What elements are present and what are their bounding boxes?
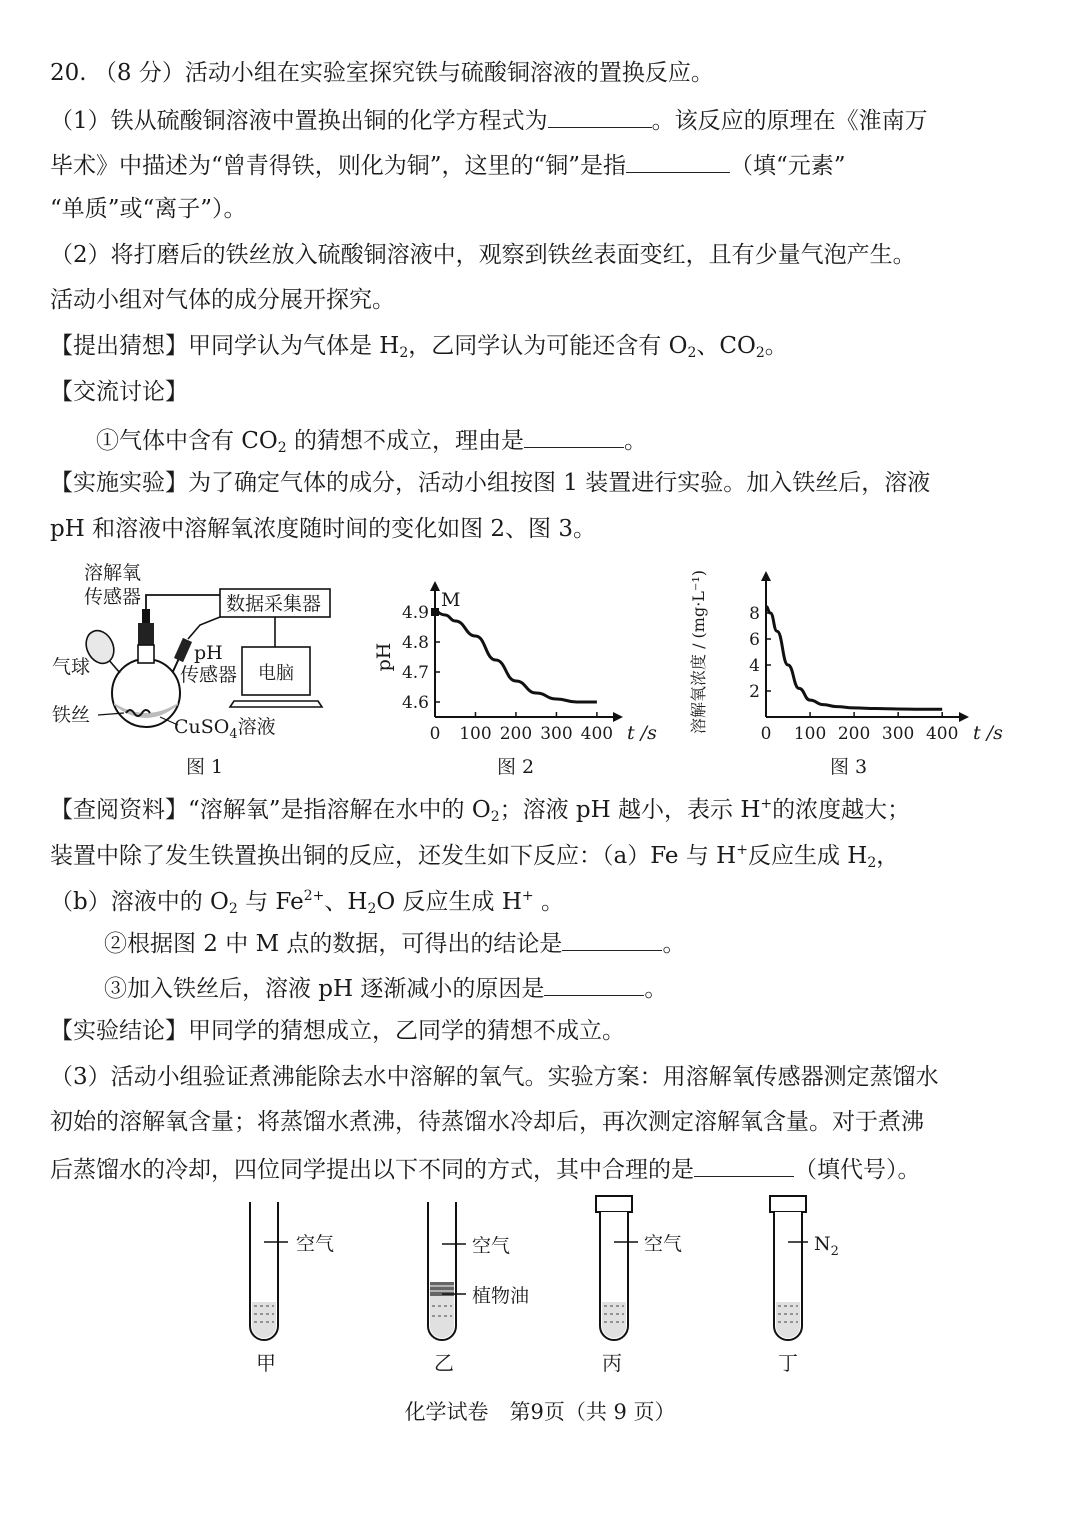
tube-yi-water [430,1296,454,1338]
question-header: 20. （8 分）活动小组在实验室探究铁与硫酸铜溶液的置换反应。 [50,60,714,86]
x-tick-label: 100 [459,724,492,744]
x-tick-label: 400 [580,724,614,744]
tube-bing-label: 丙 [602,1351,622,1375]
tube-bing-water [602,1302,626,1338]
answer-blank-ph-reason[interactable] [544,971,644,996]
x-tick-label: 300 [540,724,573,744]
reference-line3: （b）溶液中的 $O_2$ 与 $Fe^{2+}$、$H_2O$ 反应生成 H+ 。 [50,888,564,917]
test-tubes-figure [230,1190,870,1380]
x-tick-label: 0 [760,724,772,744]
x-axis-label: t /s [627,722,657,744]
ph-sensor-body [174,638,192,662]
label-collector: 数据采集器 [226,593,322,615]
figure2-caption: 图 2 [497,756,535,778]
answer-blank-cooling-method[interactable] [694,1152,794,1177]
point-label-M: M [441,589,461,611]
tube-ding-water [776,1302,800,1338]
tube-bing [596,1196,682,1375]
point-marker-M [431,608,439,616]
part3-line1: （3）活动小组验证煮沸能除去水中溶解的氧气。实验方案：用溶解氧传感器测定蒸馏水 [50,1064,939,1090]
tube-jia [250,1202,334,1375]
label-ph: pH [194,642,223,664]
part2-line2: 活动小组对气体的成分展开探究。 [50,287,395,313]
experiment-line2: pH 和溶液中溶解氧浓度随时间的变化如图 2、图 3。 [50,516,596,542]
y-tick-label: 4.8 [401,633,429,653]
y-tick-label: 8 [749,604,760,624]
part2-line1: （2）将打磨后的铁丝放入硫酸铜溶液中，观察到铁丝表面变红，且有少量气泡产生。 [50,242,916,268]
part1-line2: 毕术》中描述为“曾青得铁，则化为铜”，这里的“铜”是指 （填“元素” [50,148,846,181]
tube-ding-stopper [770,1196,806,1212]
label-do-sensor-1: 溶解氧 [84,562,142,584]
tube-jia-label: 甲 [256,1351,276,1375]
answer-blank-copper-form[interactable] [626,148,730,173]
label-do-sensor-2: 传感器 [84,586,142,608]
figure3-caption: 图 3 [830,756,868,778]
x-tick-label: 0 [429,724,441,744]
hypothesis-line: 【提出猜想】甲同学认为气体是 $H_2$，乙同学认为可能还含有 $O_2$、$CO_2$。 [50,333,788,361]
y-tick-label: 6 [749,630,760,650]
x-axis-arrow [613,712,623,722]
x-axis-arrow [959,712,969,722]
tube-ding-label: 丁 [778,1351,798,1375]
part3-line3: 后蒸馏水的冷却，四位同学提出以下不同的方式，其中合理的是 （填代号）。 [50,1152,921,1185]
tube-yi-gas: 空气 [472,1235,511,1257]
part1-line3: “单质”或“离子”）。 [50,196,247,222]
part3-line2: 初始的溶解氧含量；将蒸馏水煮沸，待蒸馏水冷却后，再次测定溶解氧含量。对于煮沸 [50,1109,924,1135]
y-tick-label: 2 [749,682,760,702]
tube-yi [428,1202,529,1375]
y-tick-label: 4.6 [401,693,429,713]
subquestion-1: ①气体中含有 $CO_2$ 的猜想不成立，理由是 。 [96,423,647,463]
tube-bing-gas: 空气 [644,1233,683,1255]
tube-yi-label: 乙 [434,1351,454,1375]
part1-line1: （1）铁从硫酸铜溶液中置换出铜的化学方程式为 。该反应的原理在《淮南万 [50,103,928,136]
tube-yi-oil-label: 植物油 [472,1285,530,1307]
discussion-heading: 【交流讨论】 [50,379,188,405]
computer-base [230,701,322,707]
ph-sensor-cable [188,617,220,639]
y-tick-label: 4.7 [401,663,429,683]
figure1-caption: 图 1 [186,756,224,778]
reference-line1: 【查阅资料】“溶解氧”是指溶解在水中的 $O_2$；溶液 pH 越小，表示 H+的浓度越大； [50,796,911,825]
tube-ding-gas: $N_2$ [814,1233,839,1259]
do-sensor-body [138,623,154,645]
figure2-ph-chart [360,562,680,752]
subquestion-3: ③加入铁丝后，溶液 pH 逐渐减小的原因是 。 [104,971,667,1004]
flask-neck [138,645,154,663]
x-tick-label: 400 [925,724,959,744]
question-number: 20. [50,60,87,86]
figure3-dissolved-oxygen-chart [682,562,1027,752]
reference-line2: 装置中除了发生铁置换出铜的反应，还发生如下反应：（a）Fe 与 H+反应生成 $H_2$， [50,842,900,871]
y-axis-label: 溶解氧浓度 / (mg·L⁻¹) [689,569,708,735]
tube-bing-stopper [596,1196,632,1212]
do-sensor-cap [142,609,150,623]
answer-blank-equation[interactable] [548,103,652,128]
label-solution: CuSO$_4$溶液 [174,716,276,742]
x-tick-label: 100 [793,724,827,744]
label-ph-sensor: 传感器 [180,664,238,686]
y-axis-arrow [761,571,771,581]
label-iron-wire: 铁丝 [52,704,91,726]
answer-blank-co2-reason[interactable] [524,423,624,448]
series-line-pH [435,612,597,702]
page-footer: 化学试卷 第9页（共 9 页） [404,1400,676,1424]
x-tick-label: 200 [499,724,533,744]
y-tick-label: 4 [749,656,760,676]
label-balloon: 气球 [52,656,91,678]
label-computer: 电脑 [258,663,294,684]
y-axis-arrow [430,581,440,591]
figure1-apparatus [50,555,350,745]
x-tick-label: 300 [881,724,915,744]
tube-ding [770,1196,839,1375]
x-tick-label: 200 [837,724,871,744]
experiment-line1: 【实施实验】为了确定气体的成分，活动小组按图 1 装置进行实验。加入铁丝后，溶液 [50,470,931,496]
series-line-溶解氧 [766,607,942,710]
y-tick-label: 4.9 [401,603,429,623]
subquestion-2: ②根据图 2 中 M 点的数据，可得出的结论是 。 [104,926,685,959]
answer-blank-m-point[interactable] [562,926,662,951]
do-sensor-cable [146,595,220,609]
conclusion-line: 【实验结论】甲同学的猜想成立，乙同学的猜想不成立。 [50,1018,625,1044]
tube-jia-water [252,1302,276,1338]
tube-jia-gas: 空气 [296,1233,335,1255]
y-axis-label: pH [373,642,395,672]
x-axis-label: t /s [973,722,1003,744]
